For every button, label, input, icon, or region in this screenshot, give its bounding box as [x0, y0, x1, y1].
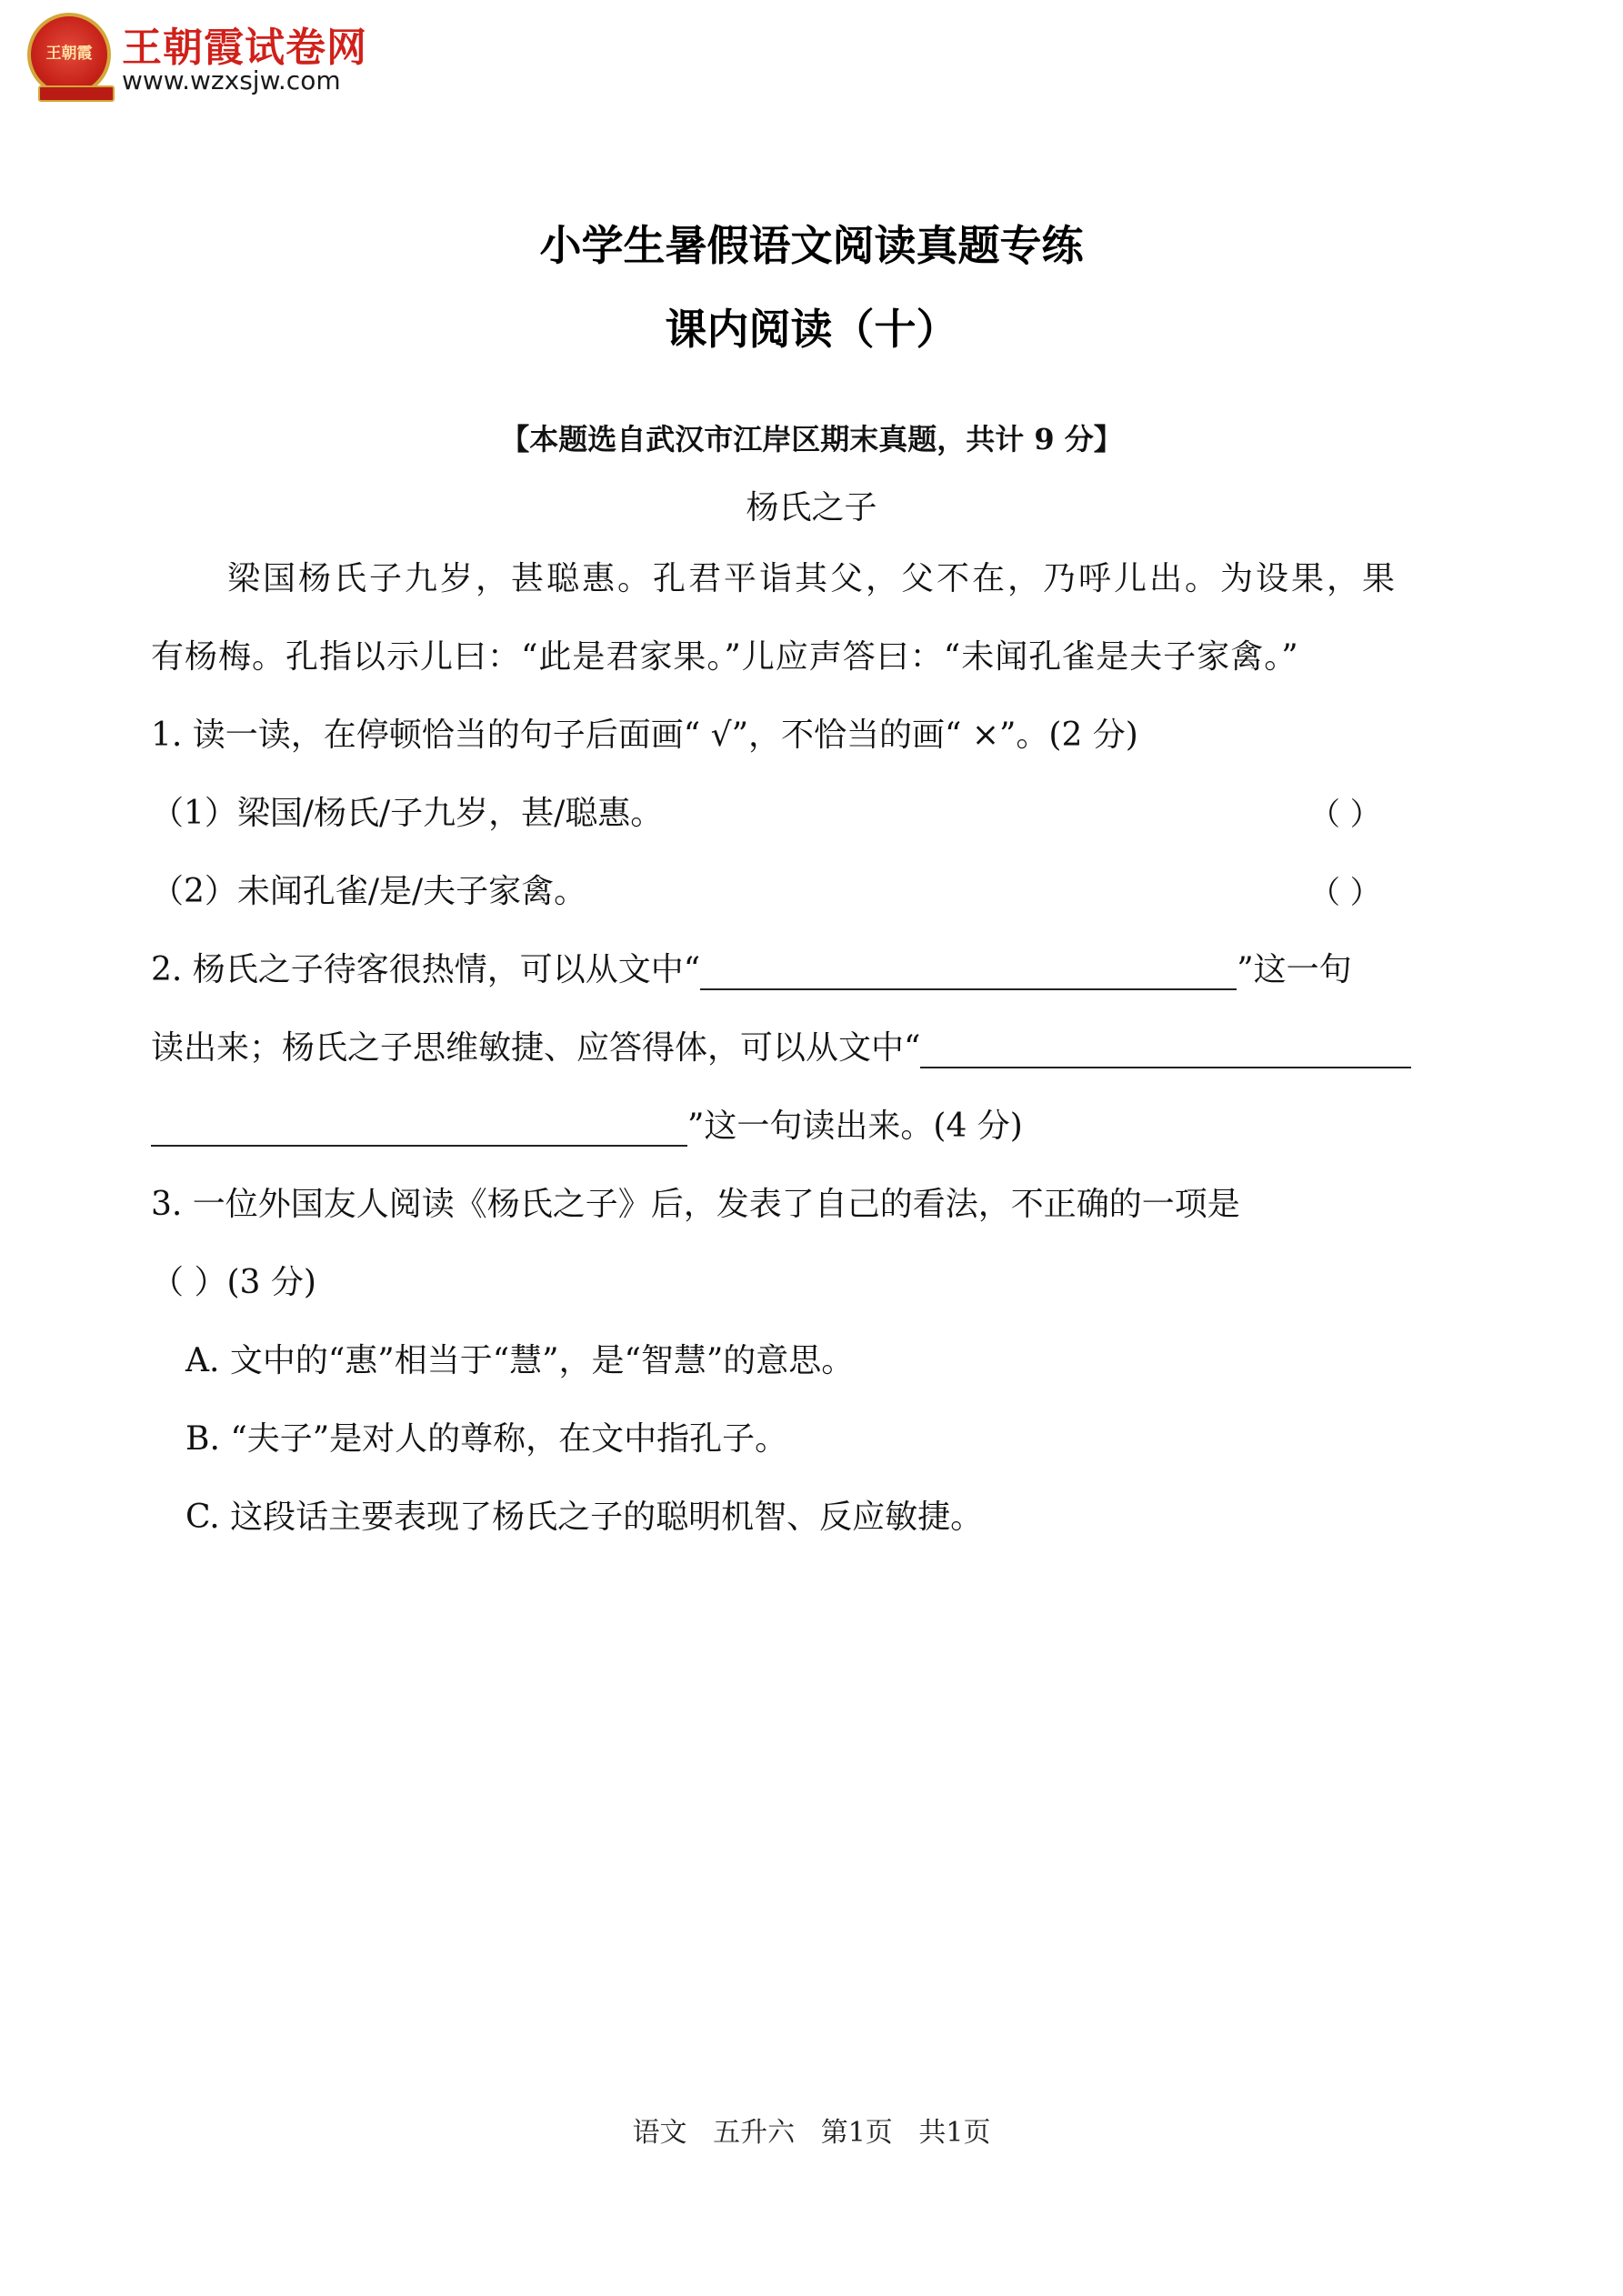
question-1-answer-box-2[interactable]: （ ）	[1309, 875, 1381, 911]
option-a[interactable]: A. 文中的“惠”相当于“慧”，是“智慧”的意思。	[185, 1342, 855, 1379]
answer-blank-2a[interactable]	[920, 1034, 1411, 1068]
question-2-part-2: ”这一句	[1237, 951, 1352, 988]
brand-name: 王朝霞试卷网	[122, 25, 367, 71]
question-2-line-1	[151, 944, 1352, 990]
site-logo	[27, 13, 427, 104]
passage-title: 杨氏之子	[746, 489, 877, 526]
question-1-answer-box-1[interactable]: （ ）	[1309, 797, 1381, 833]
answer-blank-1[interactable]	[700, 956, 1237, 990]
seal-emblem-icon	[27, 13, 111, 96]
question-3-answer-line[interactable]: （ ）(3 分)	[151, 1264, 316, 1301]
question-1-stem: 1. 读一读，在停顿恰当的句子后面画“ √”，不恰当的画“ ×”。(2 分)	[151, 717, 1138, 754]
question-1-item-2: （2）未闻孔雀/是/夫子家禽。	[151, 873, 587, 910]
seal-ribbon	[38, 85, 115, 102]
source-note: 【本题选自武汉市江岸区期末真题，共计 9 分】	[500, 422, 1123, 456]
passage-line-2: 有杨梅。孔指以示儿曰：“此是君家果。”儿应声答曰：“未闻孔雀是夫子家禽。”	[151, 638, 1299, 676]
question-3-stem: 3. 一位外国友人阅读《杨氏之子》后，发表了自己的看法，不正确的一项是	[151, 1186, 1240, 1223]
seal-text: 王朝霞	[45, 45, 93, 63]
question-1-item-1: （1）梁国/杨氏/子九岁，甚/聪惠。	[151, 795, 664, 832]
question-2-line-2	[151, 1022, 1411, 1068]
option-b[interactable]: B. “夫子”是对人的尊称，在文中指孔子。	[185, 1420, 788, 1458]
page-subtitle: 课内阅读（十）	[665, 305, 958, 354]
page-footer: 语文 五升六 第1页 共1页	[632, 2117, 991, 2149]
answer-blank-2b[interactable]	[151, 1112, 687, 1147]
passage-line-1: 梁国杨氏子九岁，甚聪惠。孔君平诣其父，父不在，乃呼儿出。为设果，果	[227, 560, 1398, 597]
question-2-line-3	[151, 1100, 1023, 1147]
question-2-part-3: 读出来；杨氏之子思维敏捷、应答得体，可以从文中“	[151, 1029, 921, 1067]
option-c[interactable]: C. 这段话主要表现了杨氏之子的聪明机智、反应敏捷。	[185, 1499, 984, 1536]
question-2-part-1: 2. 杨氏之子待客很热情，可以从文中“	[151, 951, 701, 988]
brand-url[interactable]: www.wzxsjw.com	[122, 65, 341, 95]
question-2-part-4: ”这一句读出来。(4 分)	[687, 1108, 1023, 1145]
page-title: 小学生暑假语文阅读真题专练	[539, 221, 1084, 270]
